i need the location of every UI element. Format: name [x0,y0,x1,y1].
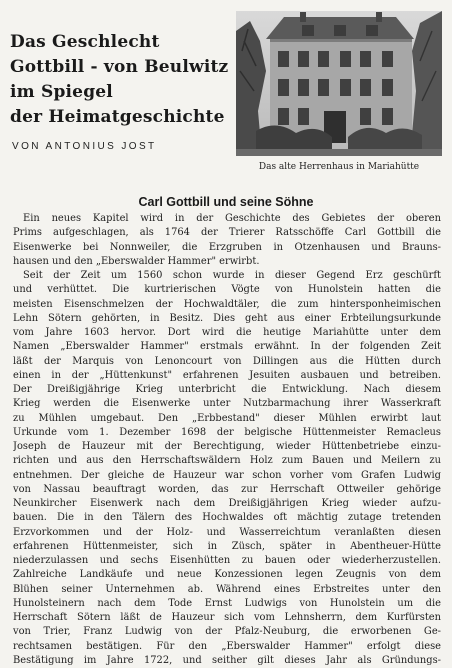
body-line: Ein neues Kapitel wird in der Geschichte des Gebietes der oberen [23,213,441,224]
article-title [10,30,230,130]
section-heading: Carl Gottbill und seine Söhne [138,195,314,209]
body-line: Lehn Sötern gehörten, in Besitz. Dies geht aus einer Erbteilungsurkunde [13,312,441,324]
body-line: hausen und den „Eberswalder Hammer" erwirbt. [13,255,260,267]
body-line: Namen „Eberswalder Hammer" erstmals erwähnt. In der folgenden Zeit [13,341,441,353]
body-line: Der Dreißigjährige Krieg unterbricht die Entwicklung. Nach diesem [13,384,441,395]
body-line: läßt der Marquis von Lenoncourt von Dillingen aus die Hütten durch [13,355,441,367]
body-line: und verhüttet. Die kurtrierischen Vögte von Hunolstein hatten die [13,284,441,296]
body-line: von Nassau beauftragt worden, das zur Herrschaft Ottweiler gehörige [13,483,441,495]
body-line: rechtsamen bestätigen. Für den „Eberswalder Hammer" erfolgt diese [13,640,441,652]
body-line: Hunolsteinern nach dem Tode Ernst Ludwigs von Hunolstein um die [13,597,441,609]
title-line: Das Geschlecht [10,32,160,52]
body-line: zu Mühlen umgebaut. Den „Erbbestand" dieser Mühlen erwirbt laut [13,412,441,424]
body-line: Erzvorkommen und der Holz- und Wasserreichtum veranlaßten diesen [13,526,441,538]
body-line: erfahrenen Hüttenmeister, sich in Züsch, später in Abentheuer-Hütte [13,540,441,552]
body-line: Eisenwerke bei Nonnweiler, die Erzgruben in Otzenhausen und Brauns- [13,241,441,253]
title-line: im Spiegel [10,82,113,102]
photo-caption: Das alte Herrenhaus in Mariahütte [258,162,420,172]
title-line: der Heimatgeschichte [10,107,225,127]
body-line: niederzulassen und sechs Eisenhütten zu bauen oder wiederherzustellen. [13,555,441,566]
body-line: Herrschaft Sötern läßt de Hauzeur sich vom Lehnsherrn, dem Kurfürsten [13,612,441,623]
manor-house-photo [236,11,442,156]
body-line: vom Jahre 1603 hervor. Dort wird die heutige Mariahütte unter dem [13,327,441,338]
body-line: bauen. Die in den Tälern des Hochwaldes oft mächtig zutage tretenden [13,512,441,524]
body-line: entnehmen. Der gleiche de Hauzeur war schon vorher vom Grafen Ludwig [13,469,441,481]
author-byline: VON ANTONIUS JOST [12,141,157,152]
body-line: Joseph de Hauzeur mit der Berechtigung, wieder Hüttenbetriebe einzu- [13,441,441,452]
body-line: Prims aufgeschlagen, als 1764 der Trierer Ratsschöffe Carl Gottbill die [13,227,441,239]
body-line: einen in der „Hüttenkunst" erfahrenen Jesuiten ausbauen und betreiben. [13,369,441,381]
article-body [13,212,441,668]
body-line: Blühen seiner Unternehmen ab. Während eines Erbstreites unter den [13,583,441,595]
body-line: richten und aus den Herrschaftswäldern Holz zum Bauen und Meilern zu [13,455,441,467]
body-line: Urkunde vom 1. Dezember 1698 der belgische Hüttenmeister Remacleus [13,426,441,438]
body-line: Zahlreiche Landkäufe und neue Konzessionen legen Zeugnis von dem [13,569,441,581]
body-line: Krieg werden die Eisenwerke unter Nutzbarmachung ihrer Wasserkraft [13,398,441,410]
body-line: von Trier, Franz Ludwig von der Pfalz-Neuburg, die erworbenen Ge- [13,626,441,638]
body-line: Bestätigung im Jahre 1722, und seither gilt dieses Jahr als Gründungs- [13,654,441,666]
body-line: meisten Eisenschmelzen der Hochwaldtäler, die zum hintersponheimischen [13,298,441,310]
title-line: Gottbill - von Beulwitz [10,57,229,77]
body-line: Seit der Zeit um 1560 schon wurde in dieser Gegend Erz geschürft [23,270,441,281]
body-line: Neunkircher Eisenwerk nach dem Dreißigjährigen Krieg wieder aufzu- [13,498,441,509]
